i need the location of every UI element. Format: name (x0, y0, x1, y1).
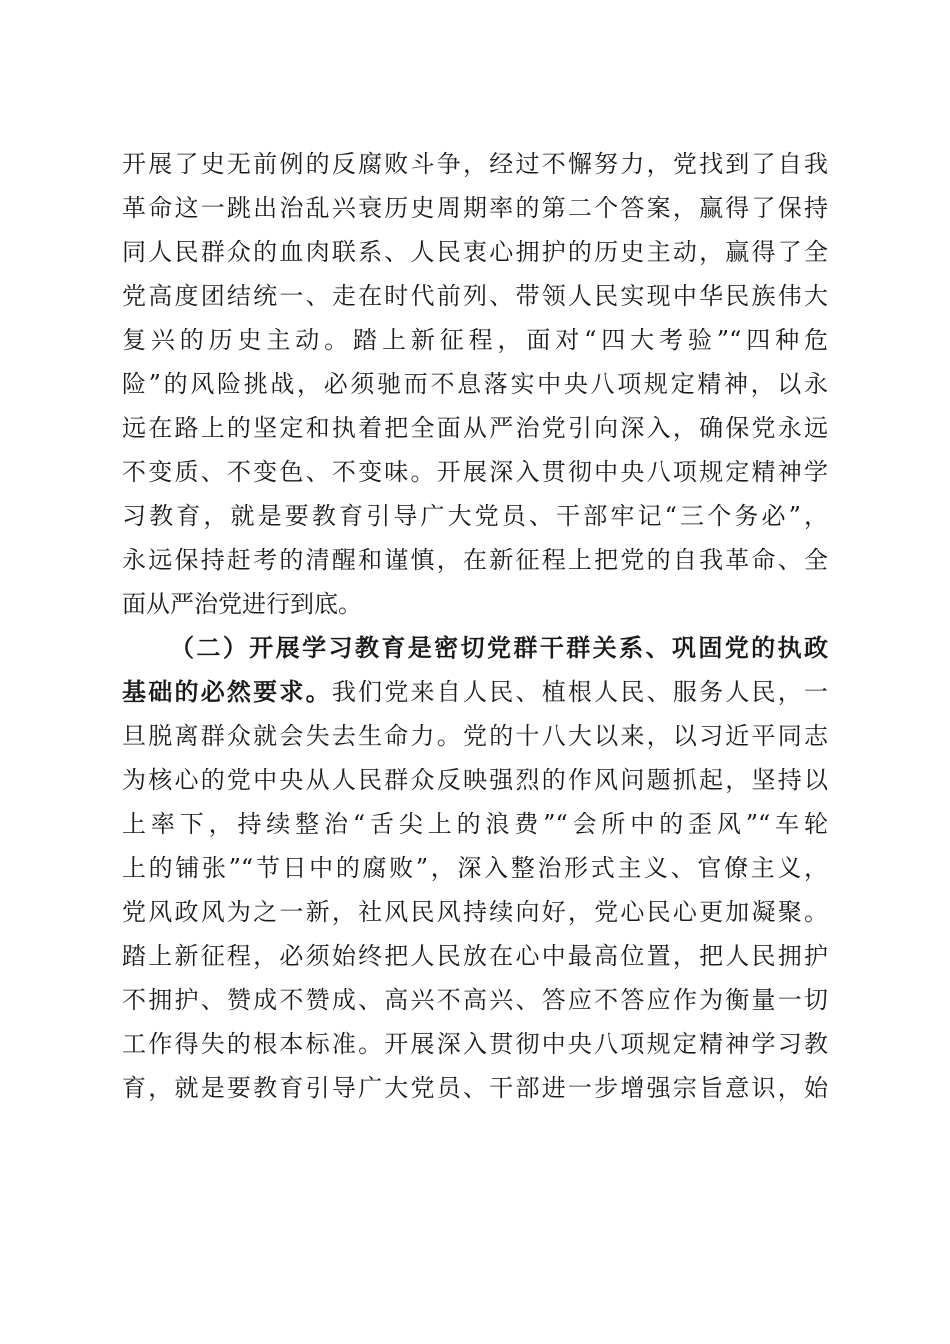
paragraph-line: 不变质、不变色、不变味。开展深入贯彻中央八项规定精神学 (122, 458, 828, 486)
paragraph-line: 上率下，持续整治“舌尖上的浪费”“会所中的歪风”“车轮 (122, 810, 828, 838)
paragraph-line: 开展了史无前例的反腐败斗争，经过不懈努力，党找到了自我 (122, 150, 828, 178)
paragraph-line: 党高度团结统一、走在时代前列、带领人民实现中华民族伟大 (122, 282, 828, 310)
section-text-start: 我们党来自人民、植根人民、服务人民，一 (331, 678, 829, 706)
paragraph-line: 面从严治党进行到底。 (122, 590, 362, 618)
paragraph-line: 险”的风险挑战，必须驰而不息落实中央八项规定精神，以永 (122, 370, 828, 398)
paragraph-line: 远在路上的坚定和执着把全面从严治党引向深入，确保党永远 (122, 414, 828, 442)
paragraph-line: 同人民群众的血肉联系、人民衷心拥护的历史主动，赢得了全 (122, 238, 828, 266)
paragraph-line: 育，就是要教育引导广大党员、干部进一步增强宗旨意识，始 (122, 1074, 828, 1102)
paragraph-line: 为核心的党中央从人民群众反映强烈的作风问题抓起，坚持以 (122, 766, 828, 794)
paragraph-line: 上的铺张”“节日中的腐败”，深入整治形式主义、官僚主义， (122, 854, 828, 882)
section-heading-continuation (122, 670, 828, 714)
section-heading: （二）开展学习教育是密切党群干群关系、巩固党的执政 (170, 633, 828, 662)
paragraph-line: 踏上新征程，必须始终把人民放在心中最高位置，把人民拥护 (122, 942, 828, 970)
paragraph-line: 工作得失的根本标准。开展深入贯彻中央八项规定精神学习教 (122, 1030, 828, 1058)
paragraph-line: 习教育，就是要教育引导广大党员、干部牢记“三个务必”， (122, 502, 828, 530)
body-text (122, 142, 828, 1110)
paragraph-line: 党风政风为之一新，社风民风持续向好，党心民心更加凝聚。 (122, 898, 828, 926)
paragraph-line: 复兴的历史主动。踏上新征程，面对“四大考验”“四种危 (122, 326, 828, 354)
paragraph-line: 旦脱离群众就会失去生命力。党的十八大以来，以习近平同志 (122, 722, 828, 750)
paragraph-line: 革命这一跳出治乱兴衰历史周期率的第二个答案，赢得了保持 (122, 194, 828, 222)
section-heading-end: 基础的必然要求。 (122, 677, 332, 706)
paragraph-line: 不拥护、赞成不赞成、高兴不高兴、答应不答应作为衡量一切 (122, 986, 828, 1014)
paragraph-line: 永远保持赶考的清醒和谨慎，在新征程上把党的自我革命、全 (122, 546, 828, 574)
